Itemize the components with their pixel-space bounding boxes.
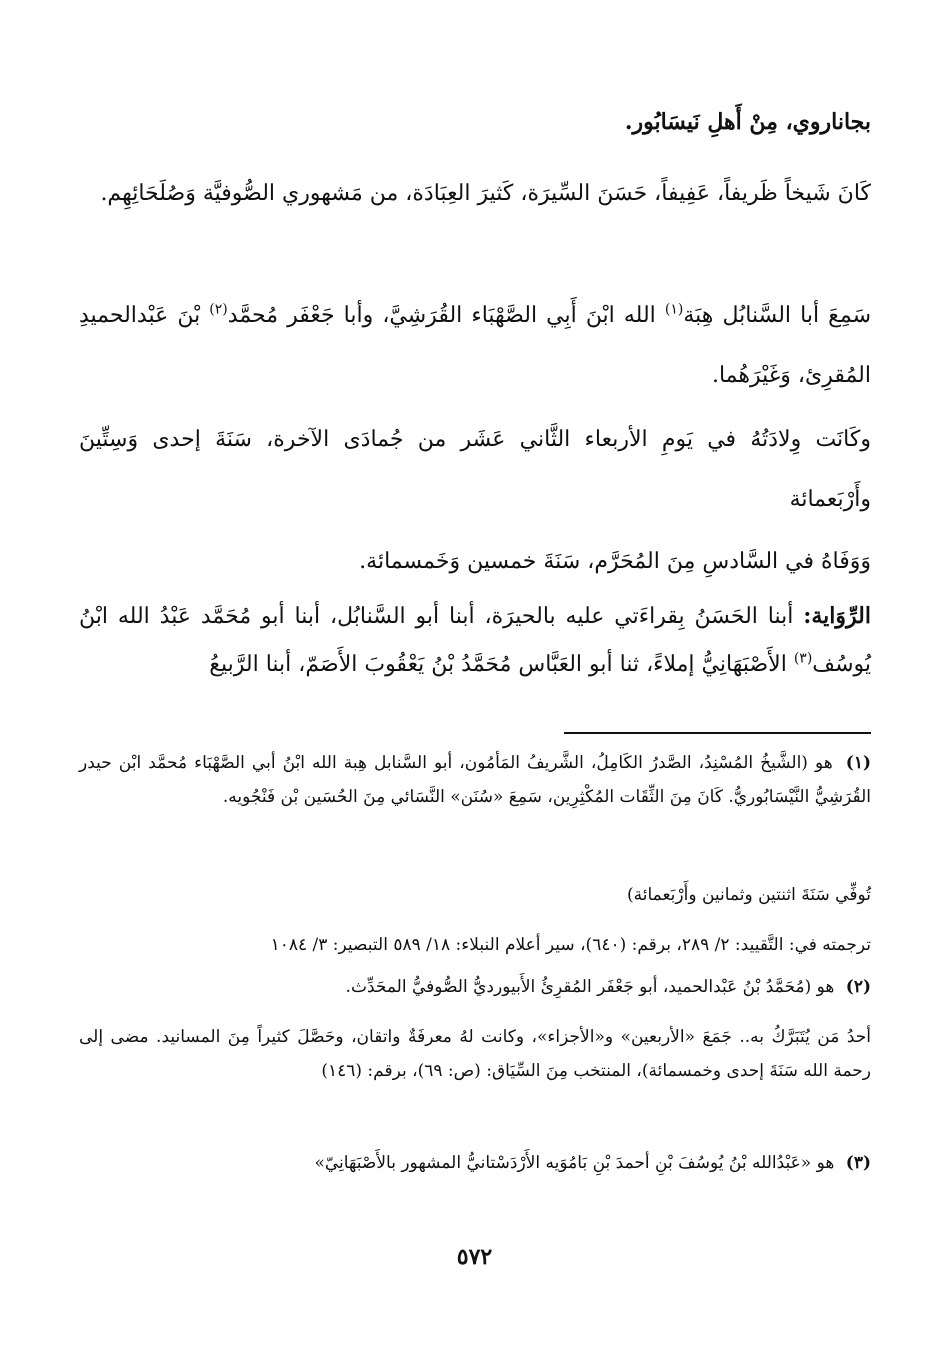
paragraph-description [79, 164, 871, 224]
footnote-text: هو (الشَّيخُ المُسْنِدُ، الصَّدرُ الكَامِلُ، الشَّريفُ المَأمُون، أبو السَّنابل هِبة الله ابْنُ أبي الصَّهْبَاء مُحمَّد ابْن حيدر القُرَشِيُّ النَّيْسَابُوريُّ. كَانَ مِنَ الثِّقَات المُكْثِرِين، سَمِعَ «سُنَن» النَّسَائي مِنَ الحُسَين بْن فَنْجُويه. [79, 753, 871, 807]
footnote-number: (٣) [845, 1153, 871, 1173]
paragraph-birth [79, 410, 871, 530]
footnote-text: هو «عَبْدُالله بْنُ يُوسُفَ بْنِ أحمدَ بْنِ بَامُوَيه الأَرْدَسْتانيُّ المشهور بالأَصْبَهَانِيّ» [314, 1153, 835, 1173]
footnote-3 [79, 1146, 871, 1180]
footnote-number: (١) [845, 753, 872, 773]
paragraph-text: سَمِعَ أبا السَّنابُل هِبَة [683, 303, 871, 328]
paragraph-death [79, 532, 871, 592]
footnote-divider [564, 732, 871, 734]
paragraph-text: وَوَفَاهُ في السَّادسِ مِنَ المُحَرَّم، سَنَةَ خمسين وَخَمسمائة. [359, 549, 871, 574]
footnote-number: (٢) [845, 977, 871, 997]
page-number: ٥٧٢ [456, 1244, 493, 1270]
footnote-2-details [79, 1020, 871, 1088]
heading-text: بجاناروي، مِنْ أَهلِ نَيسَابُور. [624, 109, 871, 135]
paragraph-text: أبنا الحَسَنُ بِقراءَتي عليه بالحيرَة، أبنا أبو السَّنابُل، أبنا أبو مُحَمَّد عَبْدُ الله ابْنُ يُوسُف [79, 604, 871, 677]
footnote-text: هو (مُحَمَّدُ بْنُ عَبْدالحميد، أبو جَعْفَر المُقرِئُ الأَبيورديُّ الصُّوفيُّ المحَدِّث. [345, 977, 835, 997]
paragraph-text: الأَصْبَهَانِيُّ إملاءً، ثنا أبو العَبَّاس مُحَمَّدُ بْنُ يَعْقُوبَ الأَصَمّ، أبنا الرَّبيعُ [209, 652, 787, 677]
footnote-text: تُوفِّي سَنَةَ اثنتين وثمانين وأَرْبَعمائة) [626, 885, 871, 905]
paragraph-teachers [79, 286, 871, 406]
footnote-1-death [79, 878, 871, 912]
footnote-marker-3[interactable]: (٣) [793, 650, 813, 667]
footnote-marker-2[interactable]: (٢) [209, 301, 228, 318]
footnote-1-references [79, 928, 871, 962]
heading-line [79, 92, 871, 152]
footnote-text: أحدُ مَن يُتَبَرَّكُ به.. جَمَعَ «الأربعين» و«الأجزاء»، وكانت لهُ معرفَةٌ واتقان، وحَصَّلَ كثيراً مِنَ المسانيد. مضى إلى رحمة الله سَنَةَ إحدى وخمسمائة)، المنتخب مِنَ السِّيَاق: (ص: ٦٩)، برقم: (١٤٦) [79, 1027, 871, 1081]
paragraph-text: وكَانَت وِلادَتُهُ في يَومِ الأربعاء الثَّاني عَشَر من جُمادَى الآخرة، سَنَةَ إحدى وَسِتِّينَ وأَرْبَعمائة [79, 427, 871, 512]
paragraph-text: بْنَ عَبْدالحميدِ المُقرِئ، وَغَيْرَهُما. [79, 303, 871, 388]
footnote-2 [79, 970, 871, 1004]
paragraph-text: كَانَ شَيخاً ظَريفاً، عَفِيفاً، حَسَنَ السِّيرَة، كَثيرَ العِبَادَة، من مَشهوري الصُّوفيَّة وَصُلَحَائِهِم. [100, 181, 871, 206]
footnote-text: ترجمته في: التَّقييد: ٢/ ٢٨٩، برقم: (٦٤٠)، سير أعلام النبلاء: ١٨/ ٥٨٩ التبصير: ٣/ ١٠٨٤ [270, 935, 871, 955]
footnote-marker-1[interactable]: (١) [664, 301, 684, 318]
riwaya-label: الرِّوَاية: [803, 603, 871, 629]
paragraph-riwaya [79, 592, 871, 689]
paragraph-text: الله ابْنَ أَبِي الصَّهْبَاء القُرَشِيَّ، وأبا جَعْفَر مُحمَّد [227, 303, 656, 328]
footnote-1 [79, 746, 871, 814]
